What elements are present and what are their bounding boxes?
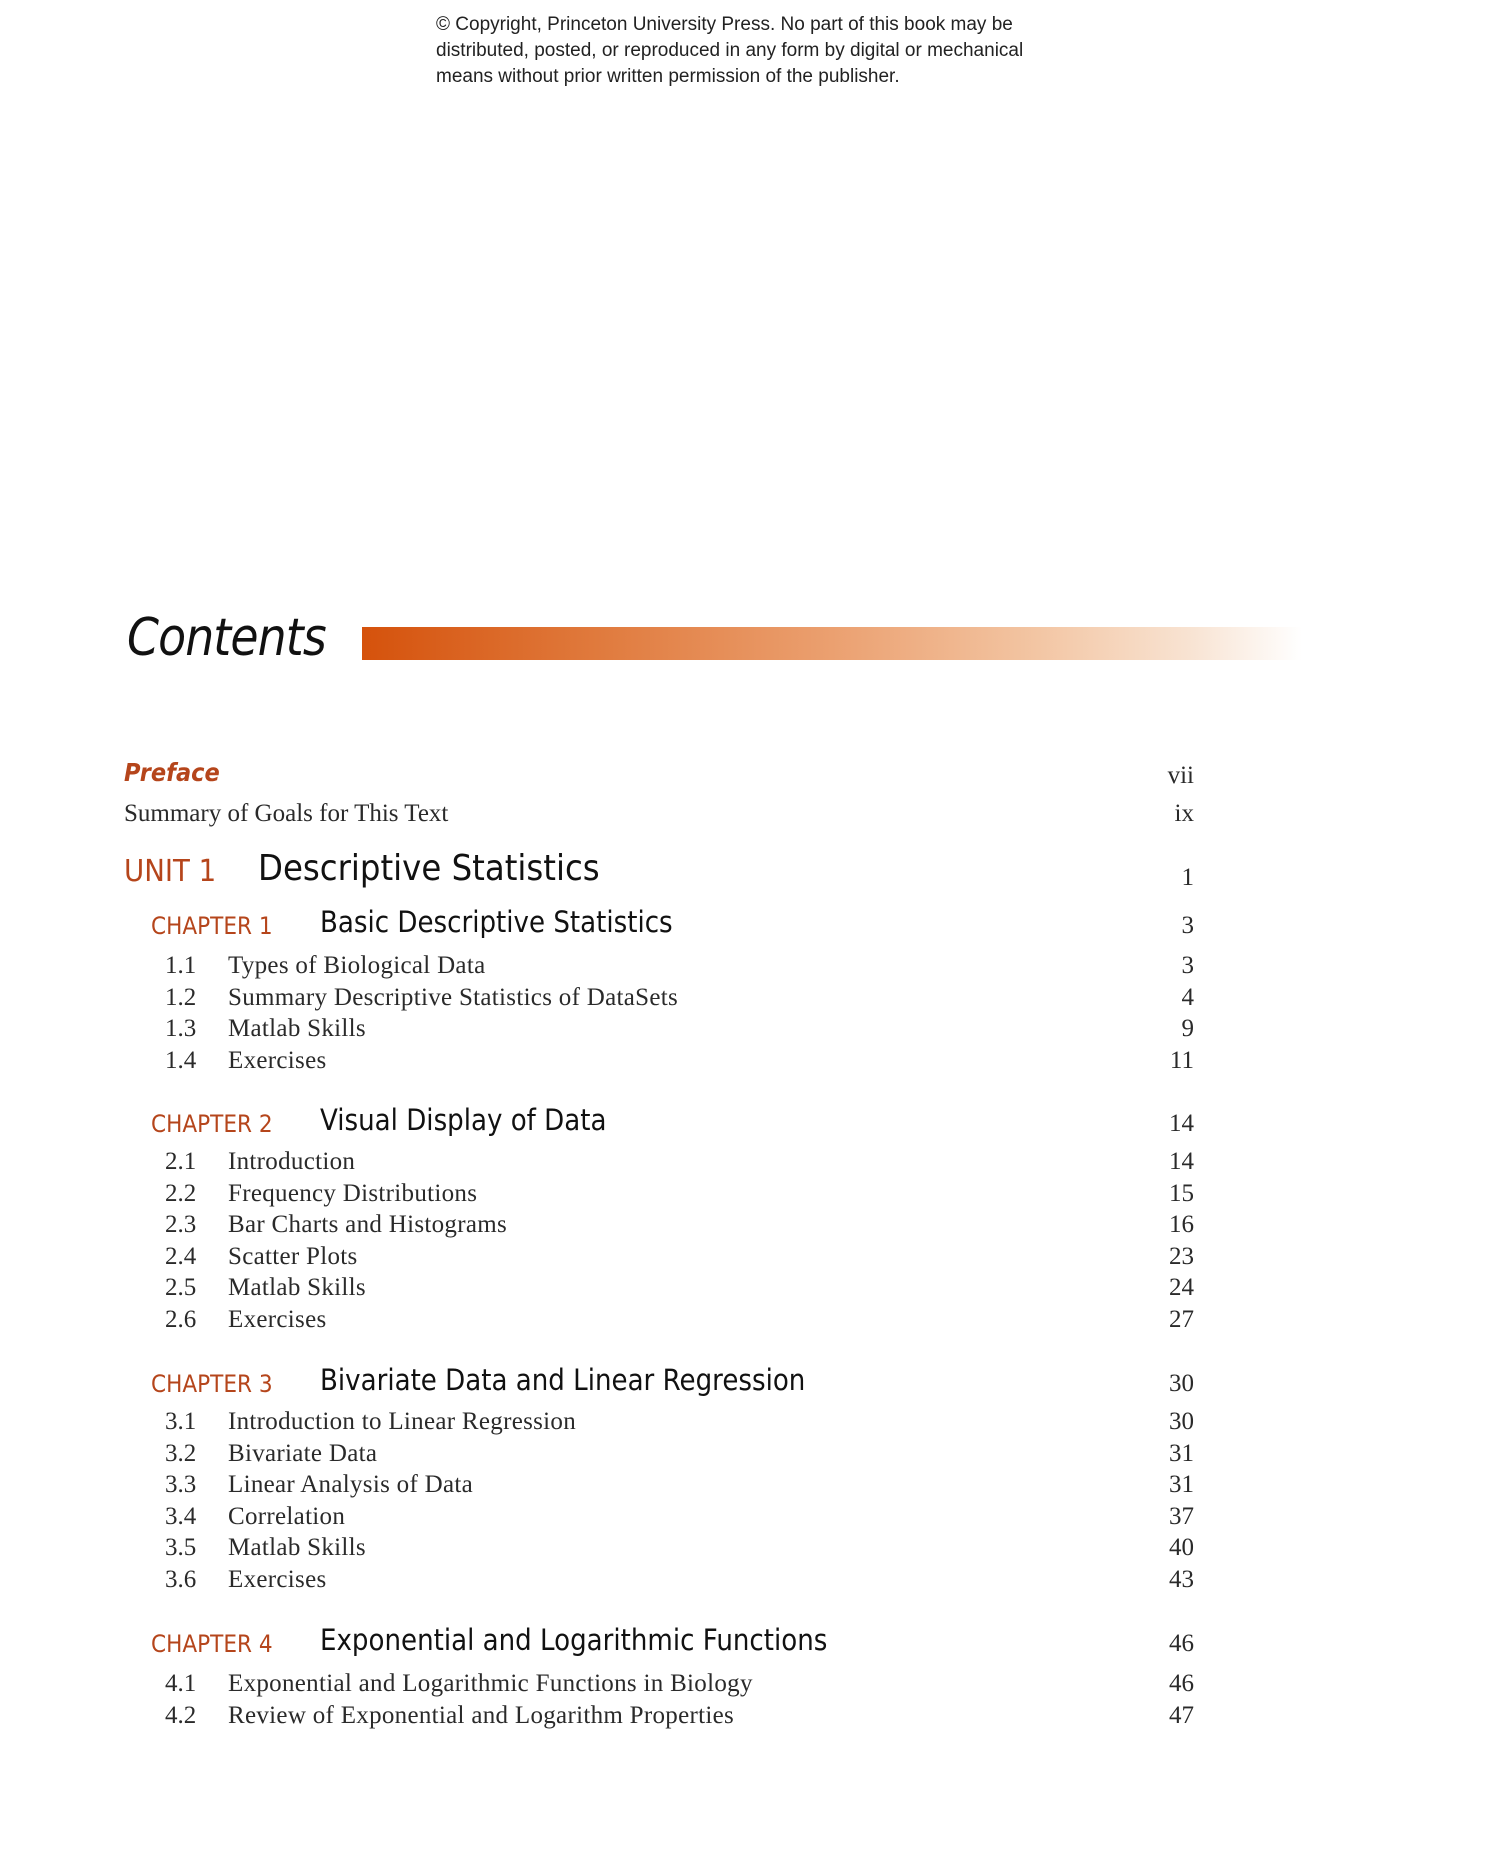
toc-page-number: 47 [1169,1702,1194,1729]
section-title: Exercises [228,1306,327,1333]
toc-page-number: 30 [1169,1408,1194,1435]
section-title: Summary Descriptive Statistics of DataSets [228,984,679,1011]
section-title: Bivariate Data [228,1440,378,1467]
section-title: Exercises [228,1566,327,1593]
section-number: 2.5 [165,1274,197,1301]
toc-page-number: 4 [1181,984,1194,1011]
toc-page-number: 46 [1169,1630,1194,1657]
section-title: Matlab Skills [228,1274,366,1301]
toc-page-number: 9 [1181,1015,1194,1042]
toc-page-number: 23 [1169,1243,1194,1270]
chapter-title: Exponential and Logarithmic Functions [320,1623,828,1657]
toc-page-number: 14 [1169,1148,1194,1175]
chapter-title: Visual Display of Data [320,1103,607,1137]
section-number: 2.6 [165,1306,197,1333]
section-number: 3.5 [165,1534,197,1561]
section-number: 3.4 [165,1503,197,1530]
section-title: Exercises [228,1047,327,1074]
copyright-line: means without prior written permission of the publisher. [436,66,900,87]
section-title: Exponential and Logarithmic Functions in Biology [228,1670,753,1697]
toc-page-number: 1 [1181,864,1194,891]
chapter-label: CHAPTER 1 [151,912,273,940]
toc-page-number: 14 [1169,1110,1194,1137]
section-title: Linear Analysis of Data [228,1471,474,1498]
section-number: 4.2 [165,1702,197,1729]
toc-page-number: 11 [1169,1047,1194,1074]
toc-page-number: 46 [1169,1670,1194,1697]
section-number: 2.3 [165,1211,197,1238]
toc-entry-label: Summary of Goals for This Text [124,800,449,827]
toc-page-number: 15 [1169,1180,1194,1207]
page-title: Contents [127,608,326,668]
section-number: 2.2 [165,1180,197,1207]
copyright-line: distributed, posted, or reproduced in any form by digital or mechanical [436,40,1024,61]
toc-page-number: vii [1167,762,1194,789]
section-title: Review of Exponential and Logarithm Properties [228,1702,735,1729]
unit-label: UNIT 1 [124,854,217,889]
section-title: Matlab Skills [228,1015,366,1042]
section-title: Matlab Skills [228,1534,366,1561]
chapter-title: Bivariate Data and Linear Regression [320,1363,806,1397]
section-number: 3.3 [165,1471,197,1498]
toc-page-number: 40 [1169,1534,1194,1561]
section-title: Correlation [228,1503,346,1530]
section-number: 2.4 [165,1243,197,1270]
chapter-label: CHAPTER 2 [151,1110,273,1138]
chapter-label: CHAPTER 3 [151,1370,273,1398]
section-number: 4.1 [165,1670,197,1697]
toc-page-number: 24 [1169,1274,1194,1301]
title-gradient-bar [362,627,1302,660]
section-number: 1.1 [165,952,197,979]
section-number: 2.1 [165,1148,197,1175]
toc-page-number: 37 [1169,1503,1194,1530]
toc-page-number: 30 [1169,1370,1194,1397]
toc-page-number: 31 [1169,1440,1194,1467]
toc-entry-label: Preface [124,758,220,787]
section-number: 1.2 [165,984,197,1011]
section-title: Scatter Plots [228,1243,358,1270]
section-title: Types of Biological Data [228,952,486,979]
section-number: 3.6 [165,1566,197,1593]
toc-page-number: ix [1174,800,1194,827]
unit-title: Descriptive Statistics [258,848,600,889]
toc-page-number: 3 [1181,912,1194,939]
copyright-notice [436,12,1023,90]
toc-page-number: 31 [1169,1471,1194,1498]
copyright-line: © Copyright, Princeton University Press. No part of this book may be [436,14,1013,35]
toc-page-number: 43 [1169,1566,1194,1593]
section-number: 1.3 [165,1015,197,1042]
section-title: Bar Charts and Histograms [228,1211,507,1238]
toc-page-number: 27 [1169,1306,1194,1333]
section-title: Introduction to Linear Regression [228,1408,577,1435]
toc-page-number: 3 [1181,952,1194,979]
chapter-label: CHAPTER 4 [151,1630,273,1658]
chapter-title: Basic Descriptive Statistics [320,905,673,939]
section-number: 3.2 [165,1440,197,1467]
toc-page-number: 16 [1169,1211,1194,1238]
section-number: 1.4 [165,1047,197,1074]
section-title: Introduction [228,1148,356,1175]
section-number: 3.1 [165,1408,197,1435]
section-title: Frequency Distributions [228,1180,478,1207]
